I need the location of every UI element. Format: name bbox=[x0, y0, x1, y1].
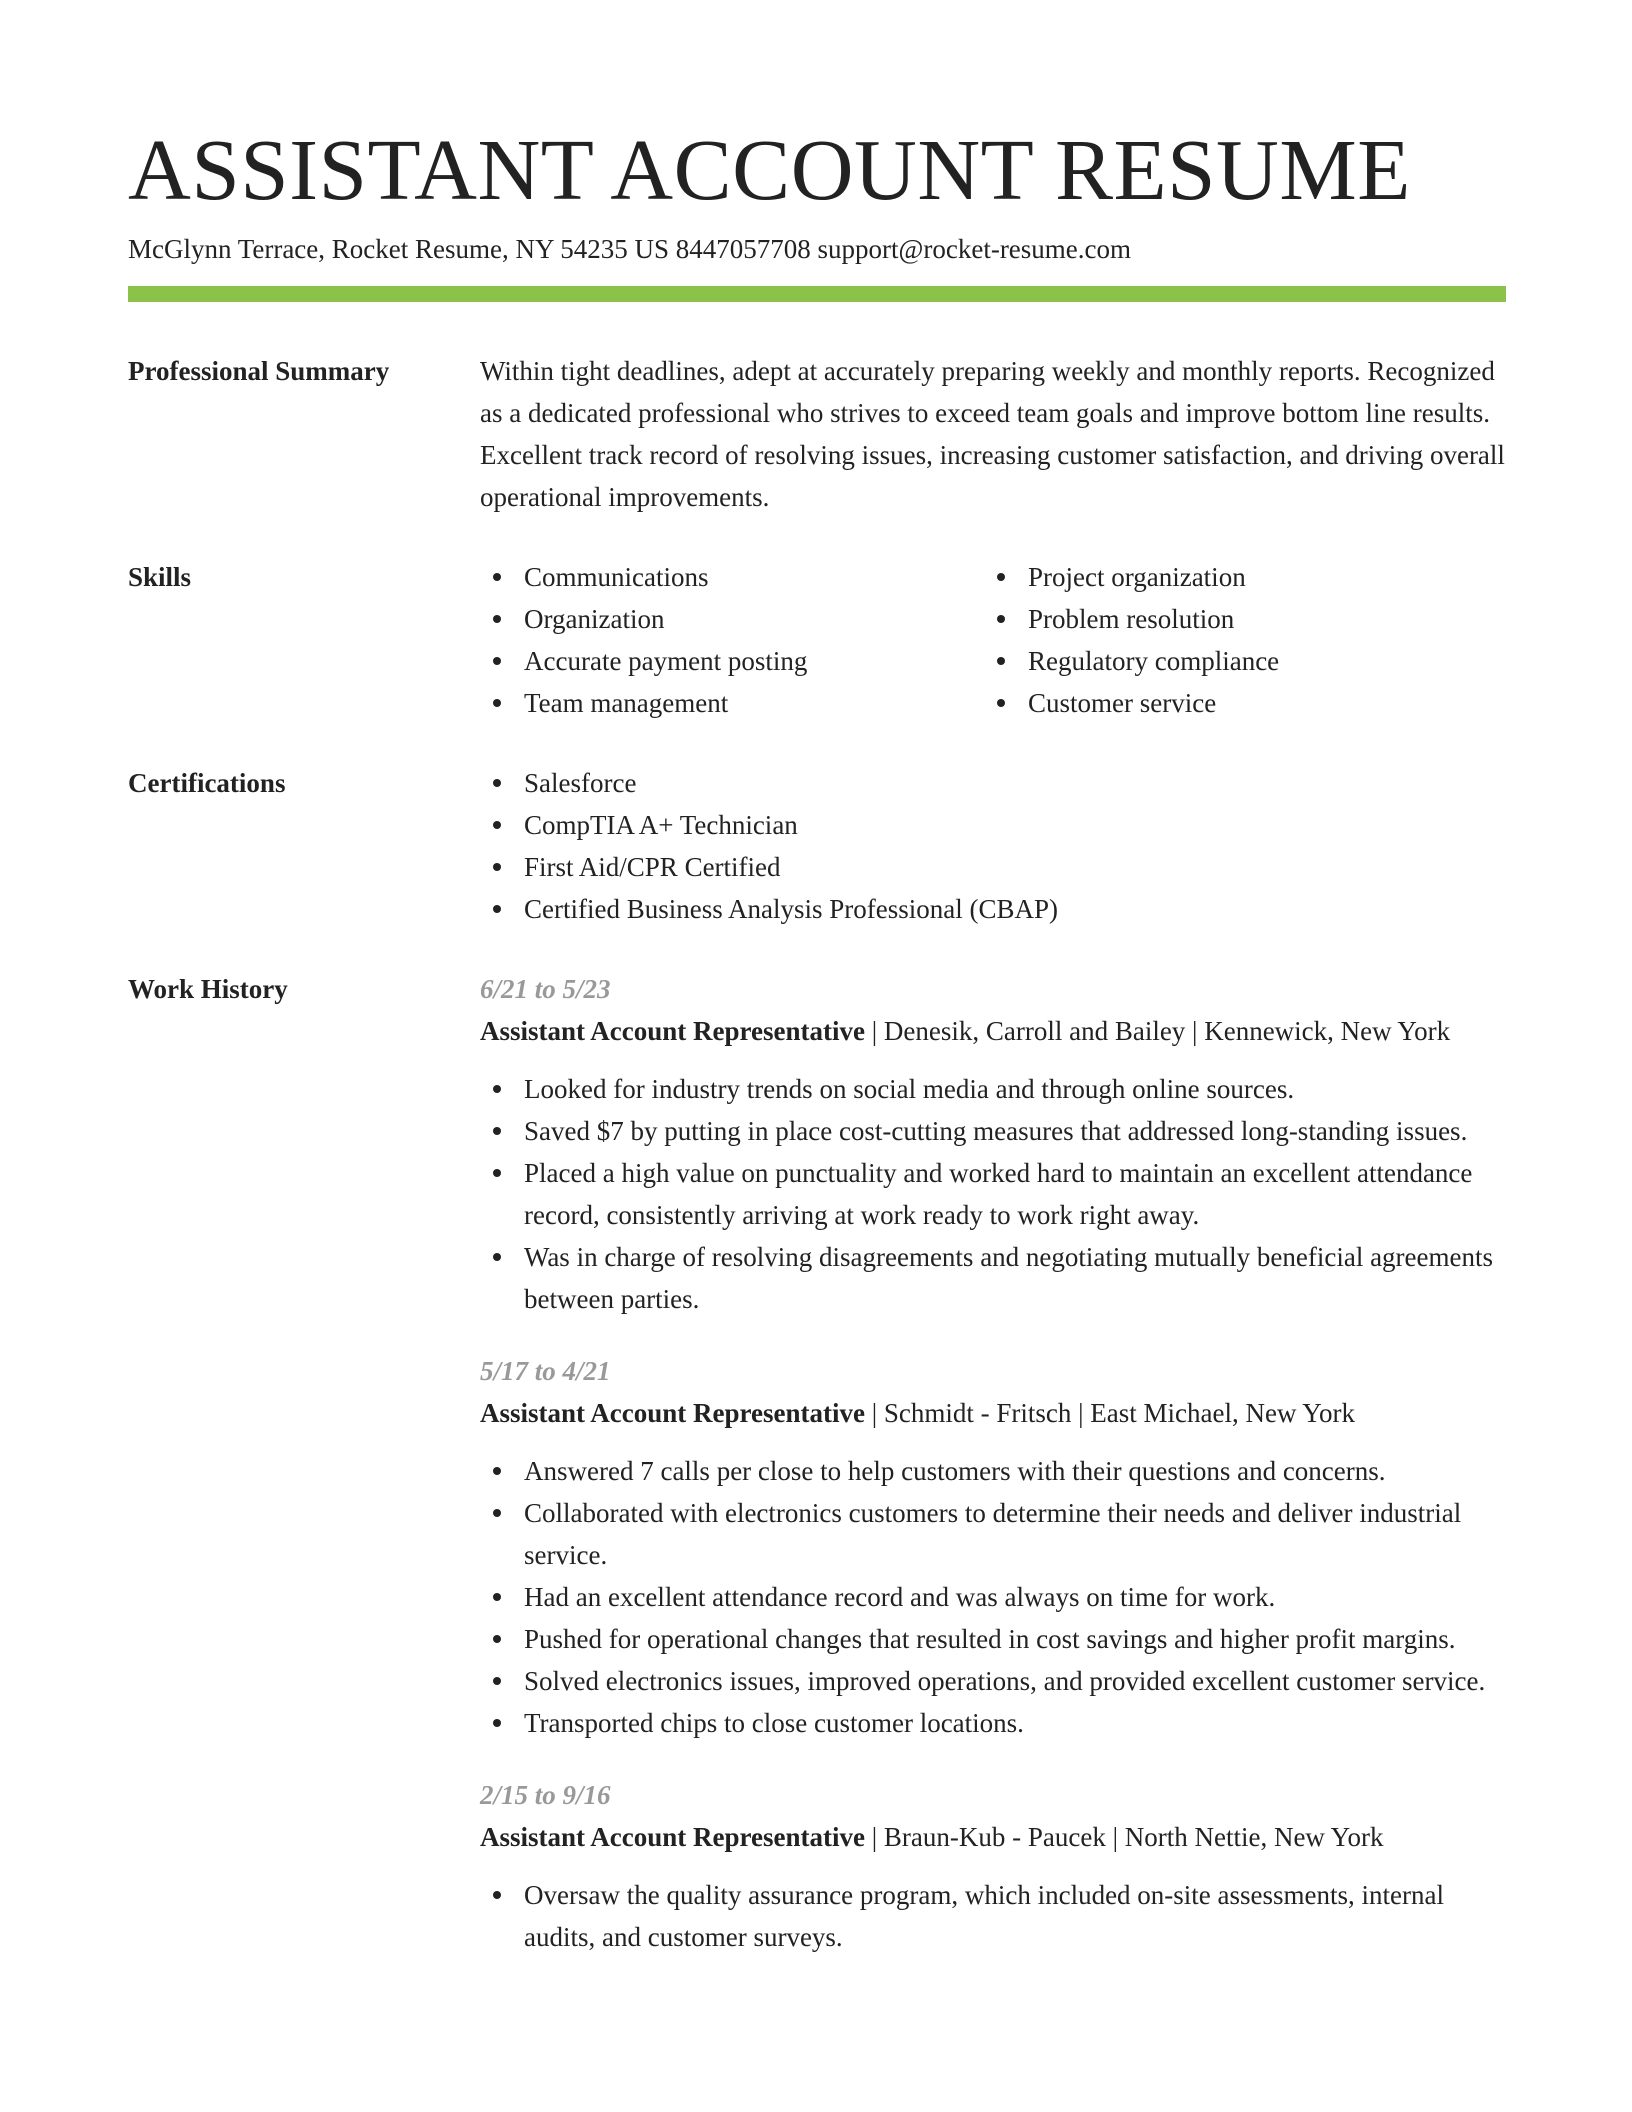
skill-item: Customer service bbox=[984, 682, 1488, 724]
skills-section bbox=[128, 556, 1506, 724]
job-bullets bbox=[480, 1450, 1506, 1744]
job-dates: 5/17 to 4/21 bbox=[480, 1356, 611, 1386]
skills-column-2 bbox=[984, 556, 1488, 724]
resume-content bbox=[128, 350, 1506, 1988]
certification-item: First Aid/CPR Certified bbox=[480, 846, 1506, 888]
skill-item: Project organization bbox=[984, 556, 1488, 598]
job-title: Assistant Account Representative bbox=[480, 1016, 865, 1046]
job-bullet: Solved electronics issues, improved operations, and provided excellent customer service. bbox=[480, 1660, 1506, 1702]
summary-section bbox=[128, 350, 1506, 518]
job-entry bbox=[480, 1774, 1506, 1958]
job-title: Assistant Account Representative bbox=[480, 1398, 865, 1428]
skills-label: Skills bbox=[128, 562, 192, 592]
skills-body bbox=[480, 556, 1506, 724]
skills-column-1 bbox=[480, 556, 984, 724]
job-dates: 2/15 to 9/16 bbox=[480, 1780, 611, 1810]
work-history-label: Work History bbox=[128, 974, 288, 1004]
skill-item: Communications bbox=[480, 556, 984, 598]
job-header bbox=[480, 1816, 1506, 1858]
job-bullet: Saved $7 by putting in place cost-cutting measures that addressed long-standing issues. bbox=[480, 1110, 1506, 1152]
summary-text: Within tight deadlines, adept at accurately preparing weekly and monthly reports. Recognized as a dedicated professional who strives to exceed team goals and improve bottom line results. Excellent track record of resolving issues, increasing customer satisfaction, and driving overall operational improvements. bbox=[480, 356, 1505, 512]
work-history-section bbox=[128, 968, 1506, 1988]
job-header bbox=[480, 1392, 1506, 1434]
skill-item: Accurate payment posting bbox=[480, 640, 984, 682]
certification-item: CompTIA A+ Technician bbox=[480, 804, 1506, 846]
job-bullet: Had an excellent attendance record and was always on time for work. bbox=[480, 1576, 1506, 1618]
header-divider bbox=[128, 286, 1506, 302]
resume-title: ASSISTANT ACCOUNT RESUME bbox=[128, 121, 1411, 218]
job-details: | Denesik, Carroll and Bailey | Kennewick, New York bbox=[864, 1016, 1451, 1046]
skill-item: Regulatory compliance bbox=[984, 640, 1488, 682]
skill-item: Problem resolution bbox=[984, 598, 1488, 640]
job-bullet: Answered 7 calls per close to help customers with their questions and concerns. bbox=[480, 1450, 1506, 1492]
job-bullet: Pushed for operational changes that resulted in cost savings and higher profit margins. bbox=[480, 1618, 1506, 1660]
summary-label: Professional Summary bbox=[128, 356, 390, 386]
work-history-body bbox=[480, 968, 1506, 1988]
job-entry bbox=[480, 1350, 1506, 1744]
job-title: Assistant Account Representative bbox=[480, 1822, 865, 1852]
skill-item: Team management bbox=[480, 682, 984, 724]
job-bullet: Placed a high value on punctuality and worked hard to maintain an excellent attendance record, consistently arriving at work ready to work right away. bbox=[480, 1152, 1506, 1236]
job-dates: 6/21 to 5/23 bbox=[480, 974, 611, 1004]
certifications-label: Certifications bbox=[128, 768, 286, 798]
contact-line: McGlynn Terrace, Rocket Resume, NY 54235 US 8447057708 support@rocket-resume.com bbox=[128, 234, 1132, 264]
job-bullet: Oversaw the quality assurance program, which included on-site assessments, internal audits, and customer surveys. bbox=[480, 1874, 1506, 1958]
certification-item: Certified Business Analysis Professional (CBAP) bbox=[480, 888, 1506, 930]
job-bullet: Was in charge of resolving disagreements and negotiating mutually beneficial agreements between parties. bbox=[480, 1236, 1506, 1320]
job-bullet: Collaborated with electronics customers to determine their needs and deliver industrial service. bbox=[480, 1492, 1506, 1576]
certification-item: Salesforce bbox=[480, 762, 1506, 804]
job-header bbox=[480, 1010, 1506, 1052]
skills-grid bbox=[480, 556, 1506, 724]
job-entry bbox=[480, 968, 1506, 1320]
job-bullet: Transported chips to close customer locations. bbox=[480, 1702, 1506, 1744]
job-bullet: Looked for industry trends on social media and through online sources. bbox=[480, 1068, 1506, 1110]
job-bullets bbox=[480, 1874, 1506, 1958]
certifications-section bbox=[128, 762, 1506, 930]
certifications-list bbox=[480, 762, 1506, 930]
job-details: | Braun-Kub - Paucek | North Nettie, New York bbox=[864, 1822, 1384, 1852]
certifications-body bbox=[480, 762, 1506, 930]
job-details: | Schmidt - Fritsch | East Michael, New York bbox=[864, 1398, 1356, 1428]
summary-body bbox=[480, 350, 1506, 518]
job-bullets bbox=[480, 1068, 1506, 1320]
skill-item: Organization bbox=[480, 598, 984, 640]
